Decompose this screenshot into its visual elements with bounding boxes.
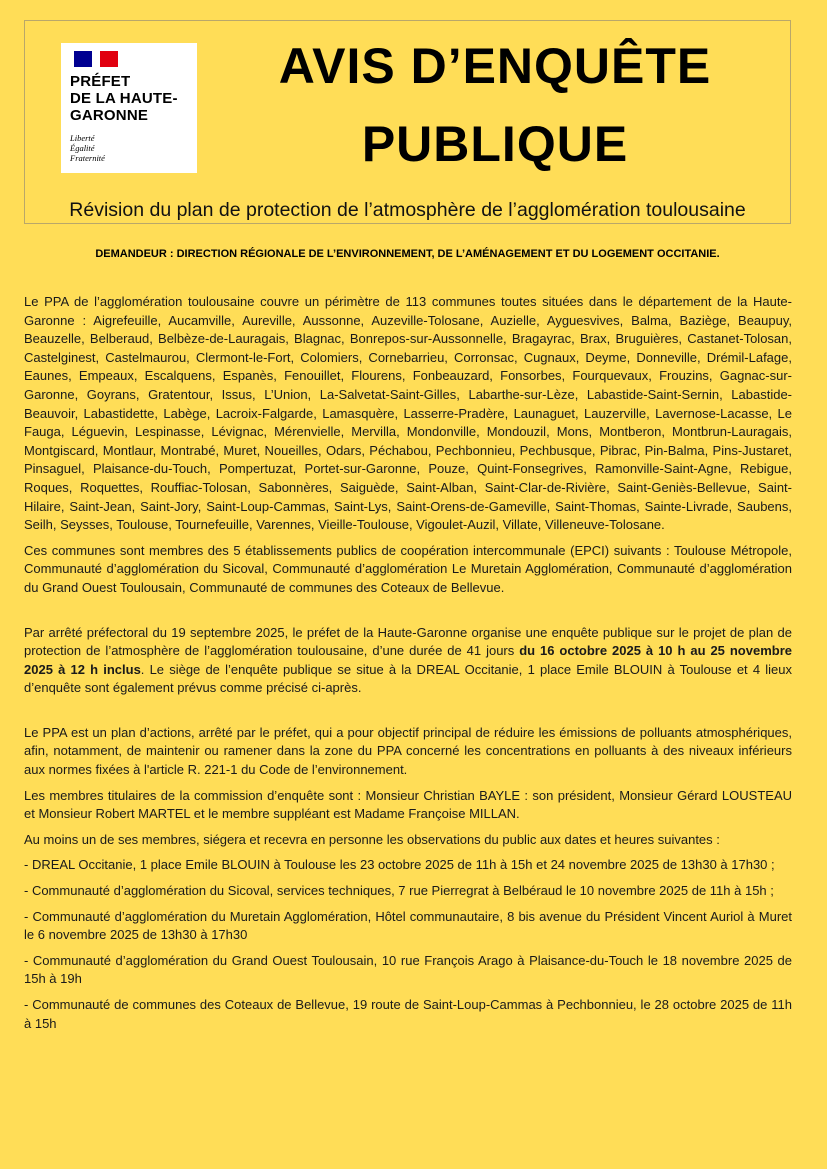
subtitle: Révision du plan de protection de l’atmosphère de l’agglomération toulousaine [69,199,746,221]
notice-body [24,293,792,1040]
logo-line: GARONNE [70,107,149,124]
communes-paragraph: Le PPA de l’agglomération toulousaine couvre un périmètre de 113 communes toutes situées dans le département de la Haute-Garonne : Aigrefeuille, Aucamville, Aureville, Aussonne, Auzeville-Tolosane, Auzielle, Ayguesvives, Balma, Baziège, Beaupuy, Beauzelle, Belberaud, Belbèze-de-Lauragais, Blagnac, Bonrepos-sur-Aussonnelle, Bragayrac, Brax, Bruguières, Castanet-Tolosan, Castelginest, Castelmaurou, Clermont-le-Fort, Colomiers, Cornebarrieu, Corronsac, Cugnaux, Deyme, Donneville, Drémil-Lafage, Eaunes, Empeaux, Escalquens, Espanès, Fenouillet, Flourens, Fonbeauzard, Fonsorbes, Fourquevaux, Frouzins, Gagnac-sur-Garonne, Goyrans, Gratentour, Issus, L’Union, La-Salvetat-Saint-Gilles, Labarthe-sur-Lèze, Labastide-Saint-Sernin, Labastide-Beauvoir, Labastidette, Labège, Lacroix-Falgarde, Lamasquère, Lasserre-Pradère, Launaguet, Lauzerville, Lavernose-Lacasse, Le Fauga, Léguevin, Lespinasse, Lévignac, Mérenvielle, Mervilla, Mondonville, Mondouzil, Mons, Montberon, Montbrun-Lauragais, Montgiscard, Montlaur, Montrabé, Muret, Noueilles, Odars, Péchabou, Pechbonnieu, Pechbusque, Pibrac, Pin-Balma, Pins-Justaret, Pinsaguel, Plaisance-du-Touch, Pompertuzat, Portet-sur-Garonne, Pouze, Quint-Fonsegrives, Ramonville-Saint-Agne, Rebigue, Roques, Roquettes, Rouffiac-Tolosan, Sabonnères, Saiguède, Saint-Alban, Saint-Clar-de-Rivière, Saint-Geniès-Bellevue, Saint-Hilaire, Saint-Jean, Saint-Jory, Saint-Loup-Cammas, Saint-Lys, Saint-Orens-de-Gameville, Saint-Thomas, Sainte-Livrade, Saubens, Seilh, Seysses, Toulouse, Tournefeuille, Varennes, Vieille-Toulouse, Vigoulet-Auzil, Villate, Villeneuve-Tolosane. [24,294,792,533]
permanence-item: - Communauté d’agglomération du Grand Ouest Toulousain, 10 rue François Arago à Plaisance-du-Touch le 18 novembre 2025 de 15h à 19h [24,952,792,987]
arrete-text: . Le siège de l’enquête publique se situe à la DREAL Occitanie, 1 place Emile BLOUIN à Toulouse et 4 lieux d’enquête sont également prévus comme précisé ci-après. [24,661,792,696]
logo-line: DE LA HAUTE- [70,90,178,107]
enquete-dates: du 16 octobre 2025 à 10 h au 25 novembre 2025 à 12 h inclus [24,643,792,677]
logo-name [70,73,178,124]
permanence-item: - Communauté de communes des Coteaux de Bellevue, 19 route de Saint-Loup-Cammas à Pechbonnieu, le 28 octobre 2025 de 11h à 15h [24,997,792,1031]
logo-line: PRÉFET [70,73,131,90]
objectif-paragraph: Le PPA est un plan d’actions, arrêté par le préfet, qui a pour objectif principal de réduire les émissions de polluants atmosphériques, afin, notamment, de maintenir ou ramener dans la zone du PPA concerné les concentrations en polluants à des niveaux inférieurs aux normes fixées à l'article R. 221-1 du Code de l’environnement. [24,724,792,778]
page-title-line2: PUBLIQUE [361,116,629,172]
commission-paragraph: Les membres titulaires de la commission d’enquête sont : Monsieur Christian BAYLE : son président, Monsieur Gérard LOUSTEAU et Monsieur Robert MARTEL et le membre suppléant est Madame Françoise MILLAN. [24,787,792,822]
permanence-item: - DREAL Occitanie, 1 place Emile BLOUIN à Toulouse les 23 octobre 2025 de 11h à 15h et 24 novembre 2025 de 13h30 à 17h30 ; [24,857,775,873]
motto-line: Fraternité [70,153,105,163]
motto-line: Égalité [70,143,95,153]
permanences-intro: Au moins un de ses membres, siégera et recevra en personne les observations du public aux dates et heures suivantes : [24,831,720,847]
permanence-item: - Communauté d’agglomération du Muretain Agglomération, Hôtel communautaire, 8 bis avenue du Président Vincent Auriol à Muret le 6 novembre 2025 de 13h30 à 17h30 [24,908,792,943]
epci-paragraph: Ces communes sont membres des 5 établissements publics de coopération intercommunale (EPCI) suivants : Toulouse Métropole, Communauté d’agglomération du Sicoval, Communauté d’agglomération Le Muretain Agglomération, Communauté d’agglomération du Grand Ouest Toulousain, Communauté de communes des Coteaux de Bellevue. [24,542,792,595]
page-title-line1: AVIS D’ENQUÊTE [278,38,712,94]
arrete-text: Par arrêté préfectoral du 19 septembre 2025, le préfet de la Haute-Garonne organise une enquête publique sur le projet de plan de protection de l’atmosphère de l’agglomération toulousaine, d’une durée de 41 jours [24,624,792,659]
logo-motto [70,133,105,163]
arrete-paragraph [24,624,792,698]
motto-line: Liberté [70,133,95,143]
demandeur: DEMANDEUR : DIRECTION RÉGIONALE DE L’ENVIRONNEMENT, DE L’AMÉNAGEMENT ET DU LOGEMENT OCCITANIE. [95,248,720,260]
marianne-flag-icon [74,51,118,67]
header-box [24,20,791,224]
prefet-logo [61,43,197,173]
permanence-item: - Communauté d’agglomération du Sicoval, services techniques, 7 rue Pierregrat à Belbéraud le 10 novembre 2025 de 11h à 15h ; [24,883,774,899]
